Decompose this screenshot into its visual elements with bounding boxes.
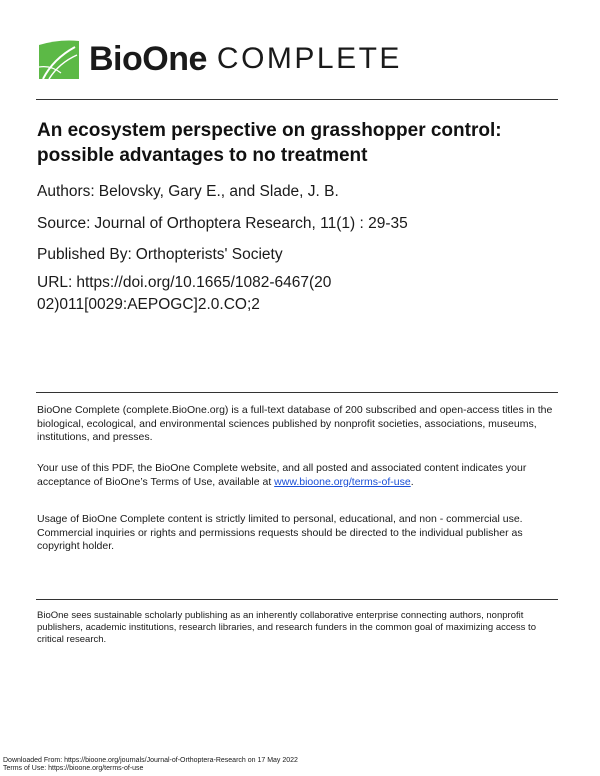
article-title: An ecosystem perspective on grasshopper control: possible advantages to no treatment [37, 120, 502, 166]
url-label: URL: [37, 274, 73, 291]
url-value[interactable]: https://doi.org/10.1665/1082-6467(2002)011[0029:AEPOGC]2.0.CO;2 [37, 274, 332, 313]
logo-brand-text: BioOne [89, 40, 207, 78]
mission-divider [36, 599, 558, 600]
footer-downloaded: Downloaded From: https://bioone.org/journals/Journal-of-Orthoptera-Research on 17 May 2022 [3, 757, 298, 764]
header-divider [36, 99, 558, 100]
notice-paragraph-1: BioOne Complete (complete.BioOne.org) is a full-text database of 200 subscribed and open-access titles in the biological, ecological, and environmental sciences published by nonprofit societies, associations, museums, institutions, and presses. [37, 404, 553, 443]
authors-line [37, 181, 557, 203]
bioone-logo[interactable] [39, 39, 402, 79]
source-line [37, 213, 557, 235]
bioone-leaf-icon [39, 39, 79, 79]
section-divider [36, 392, 558, 393]
publisher-value: Orthopterists' Society [135, 246, 283, 263]
source-label: Source: [37, 215, 91, 232]
notice-paragraph-3: Usage of BioOne Complete content is strictly limited to personal, educational, and non - commercial use. Commercial inquiries or rights and permissions requests should be directed to the individual publisher as copyright holder. [37, 513, 523, 552]
notice-paragraph-2-text: Your use of this PDF, the BioOne Complete website, and all posted and associated content indicates your acceptance of BioOne’s Terms of Use, available at [37, 462, 527, 488]
mission-paragraph: BioOne sees sustainable scholarly publishing as an inherently collaborative enterprise connecting authors, nonprofit publishers, academic institutions, research libraries, and research funders in the common goal of maximizing access to critical research. [37, 610, 536, 645]
terms-of-use-link[interactable]: www.bioone.org/terms-of-use [274, 475, 411, 488]
authors-label: Authors: [37, 183, 95, 200]
publisher-line [37, 244, 557, 266]
notice-paragraph-2-end: . [410, 475, 414, 488]
publisher-label: Published By: [37, 246, 132, 263]
logo-sub-text: COMPLETE [216, 42, 402, 75]
url-line [37, 272, 337, 316]
source-value: Journal of Orthoptera Research, 11(1) : 29-35 [94, 215, 408, 232]
authors-value: Belovsky, Gary E., and Slade, J. B. [98, 183, 339, 200]
footer-terms: Terms of Use: https://bioone.org/terms-of-use [3, 765, 144, 772]
notice-paragraph-2 [37, 462, 557, 489]
